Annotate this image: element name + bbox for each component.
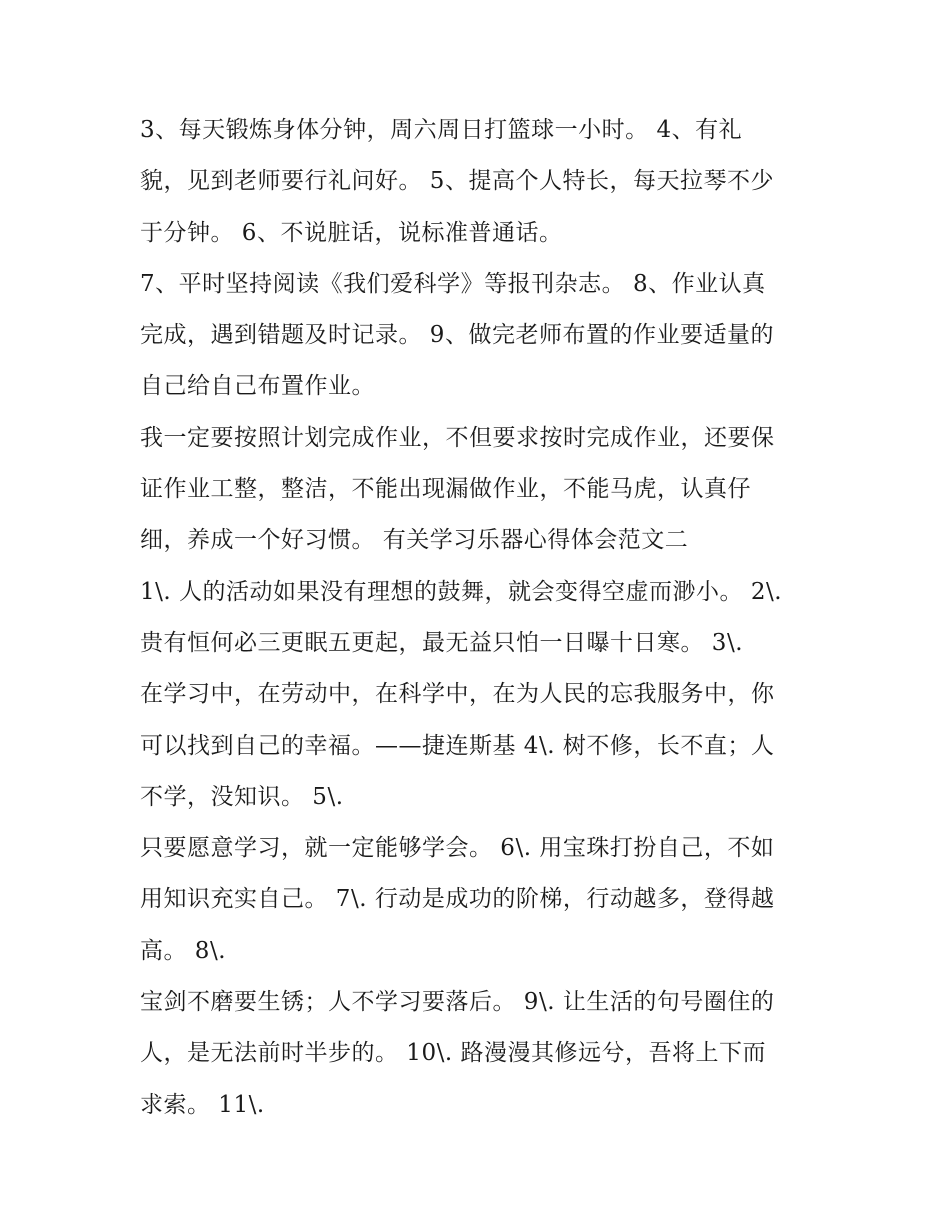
text-line: 1\. 人的活动如果没有理想的鼓舞，就会变得空虚而渺小。 2\.: [140, 578, 783, 605]
text-line: 贵有恒何必三更眠五更起，最无益只怕一日曝十日寒。 3\.: [140, 629, 744, 656]
text-line: 于分钟。 6、不说脏话，说标准普通话。: [140, 219, 563, 246]
text-line: 7、平时坚持阅读《我们爱科学》等报刊杂志。 8、作业认真: [140, 270, 766, 297]
text-line: 我一定要按照计划完成作业，不但要求按时完成作业，还要保: [140, 424, 775, 451]
text-line: 3、每天锻炼身体分钟，周六周日打篮球一小时。 4、有礼: [140, 117, 743, 143]
text-line: 完成，遇到错题及时记录。 9、做完老师布置的作业要适量的: [140, 322, 774, 349]
text-line: 人，是无法前时半步的。 10\. 路漫漫其修远兮，吾将上下而: [140, 1040, 766, 1067]
text-line: 求索。 11\.: [140, 1091, 265, 1118]
text-line: 自己给自己布置作业。: [140, 373, 375, 400]
text-line: 细，养成一个好习惯。 有关学习乐器心得体会范文二: [140, 527, 689, 554]
text-line: 高。 8\.: [140, 937, 227, 964]
text-line: 在学习中，在劳动中，在科学中，在为人民的忘我服务中，你: [140, 681, 775, 708]
text-line: 宝剑不磨要生锈；人不学习要落后。 9\. 让生活的句号圈住的: [140, 989, 775, 1016]
text-line: 证作业工整，整洁，不能出现漏做作业，不能马虎，认真仔: [140, 476, 751, 503]
text-line: 不学，没知识。 5\.: [140, 783, 344, 810]
text-line: 貌，见到老师要行礼问好。 5、提高个人特长，每天拉琴不少: [140, 168, 774, 195]
text-line: 用知识充实自己。 7\. 行动是成功的阶梯，行动越多，登得越: [140, 886, 775, 913]
text-line: 只要愿意学习，就一定能够学会。 6\. 用宝珠打扮自己，不如: [140, 835, 775, 862]
text-line: 可以找到自己的幸福。——捷连斯基 4\. 树不修，长不直；人: [140, 732, 775, 759]
document-body: [140, 110, 820, 1136]
